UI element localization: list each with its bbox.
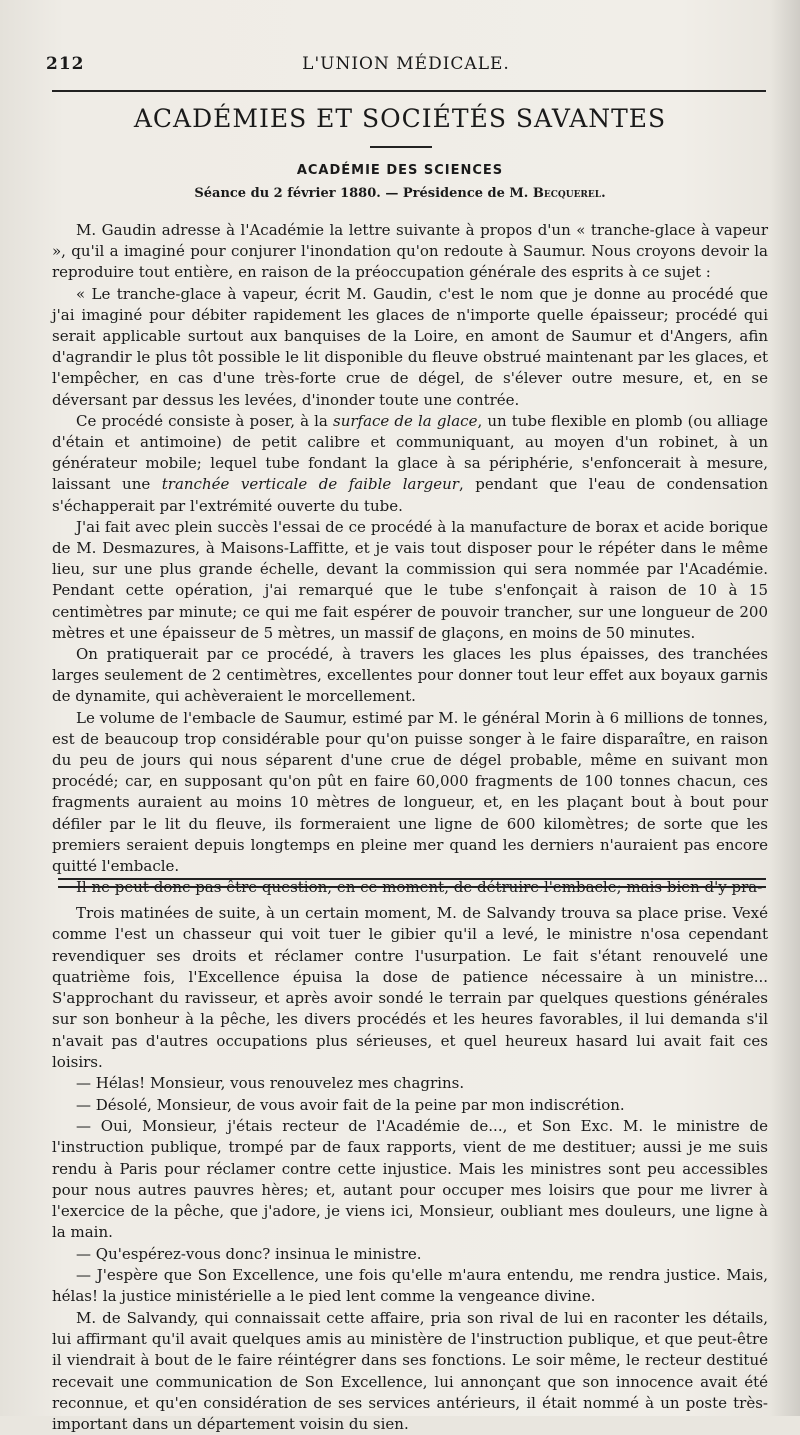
article-paragraph: On pratiquerait par ce procédé, à travers les glaces les plus épaisses, des tranchées larges seulement de 2 centimètres, excellentes pour donner tout leur effet aux boyaux garnis de dynamite, qui achèveraient le morcellement.	[52, 645, 768, 706]
text-run: , un tube flexible en plomb (ou alliage d'étain et antimoine) de petit calibre et communiquant, au moyen d'un robinet, à un générateur mobile; lequel tube fondant la glace à sa périphérie, s'enfoncerait à mesure, laissant une	[52, 411, 768, 494]
page-number: 212	[46, 54, 85, 74]
article-paragraph: M. Gaudin adresse à l'Académie la lettre suivante à propos d'un « tranche-glace à vapeur », qu'il a imaginé pour conjurer l'inondation qu'on redoute à Saumur. Nous croyons devoir la reproduire tout entière, en raison de la préoccupation générale des esprits à ce sujet :	[52, 221, 768, 282]
text-run: , pendant que l'eau de condensation s'échapperait par l'extrémité ouverte du tube.	[52, 475, 768, 515]
feuilleton-paragraph: — J'espère que Son Excellence, une fois qu'elle m'aura entendu, me rendra justice. Mais, hélas! la justice ministérielle a le pied lent comme la vengeance divine.	[52, 1266, 768, 1306]
feuilleton-paragraph: — Désolé, Monsieur, de vous avoir fait de la peine par mon indiscrétion.	[76, 1095, 625, 1114]
feuilleton-paragraph: Trois matinées de suite, à un certain moment, M. de Salvandy trouva sa place prise. Vexé comme l'est un chasseur qui voit tuer le gibier qu'il a levé, le ministre n'osa cependant revendiquer ses droits et réclamer contre l'usurpation. Le fait s'étant renouvelé une quatrième fois, l'Excellence épuisa la dose de patience nécessaire à un ministre... S'approchant du ravisseur, et après avoir sondé le terrain par quelques questions générales sur son bonheur à la pêche, les divers procédés et les heures favorables, il lui demanda s'il n'avait pas d'autres occupations plus sérieuses, et quel heureux hasard lui avait fait ces loisirs.	[52, 904, 768, 1072]
session-president: Becquerel.	[532, 186, 606, 201]
article-paragraph: Il ne peut donc pas être question, en ce moment, de détruire l'embacle; mais bien d'y pra-	[76, 878, 763, 897]
article-paragraph: J'ai fait avec plein succès l'essai de ce procédé à la manufacture de borax et acide borique de M. Desmazures, à Maisons-Laffitte, et je vais tout disposer pour le répéter dans le même lieu, sur une plus grande échelle, devant la commission qui sera nommée par l'Académie. Pendant cette opération, j'ai remarqué que le tube s'enfonçait à raison de 10 à 15 centimètres par minute; ce qui me fait espérer de pouvoir trancher, sur une longueur de 200 mètres et une épaisseur de 5 mètres, un massif de glaçons, en moins de 50 minutes.	[52, 517, 768, 642]
journal-title: L'UNION MÉDICALE.	[302, 54, 510, 74]
session-prefix: Séance du 2 février 1880. — Présidence de M.	[194, 186, 533, 201]
feuilleton-paragraph: — Oui, Monsieur, j'étais recteur de l'Académie de..., et Son Exc. M. le ministre de l'instruction publique, trompé par de faux rapports, vient de me destituer; aussi je me suis rendu à Paris pour réclamer contre cette injustice. Mais les ministres sont peu accessibles pour nous autres pauvres hères; et, autant pour occuper mes loisirs que pour me livrer à l'exercice de la pêche, que j'adore, je viens ici, Monsieur, oubliant mes douleurs, une ligne à la main.	[52, 1116, 768, 1242]
feuilleton-body	[52, 903, 768, 1435]
text-run: Ce procédé consiste à poser, à la	[76, 411, 333, 430]
session-line	[0, 186, 800, 201]
subsection-title: ACADÉMIE DES SCIENCES	[296, 163, 504, 178]
header-rule	[52, 90, 766, 92]
feuilleton-paragraph: — Qu'espérez-vous donc? insinua le ministre.	[76, 1244, 422, 1263]
feuilleton-separator	[58, 878, 766, 888]
feuilleton-paragraph: M. de Salvandy, qui connaissait cette affaire, pria son rival de lui en raconter les détails, lui affirmant qu'il avait quelques amis au ministère de l'instruction publique, et que peut-être il viendrait à bout de le faire réintégrer dans ses fonctions. Le soir même, le recteur destitué recevait une communication de Son Excellence, lui annonçant que son innocence avait été reconnue, et qu'en considération de ses services antérieurs, il était nommé à un poste très-important dans un département voisin du sien.	[52, 1308, 768, 1434]
article-paragraph	[52, 411, 768, 517]
page-edge-shadow	[770, 0, 800, 1416]
title-rule	[370, 146, 432, 148]
article-paragraph: « Le tranche-glace à vapeur, écrit M. Gaudin, c'est le nom que je donne au procédé que j'ai imaginé pour débiter rapidement les glaces de n'importe quelle épaisseur; procédé qui serait applicable surtout aux banquises de la Loire, en amont de Saumur et d'Angers, afin d'agrandir le plus tôt possible le lit disponible du fleuve obstrué maintenant par les glaces, et l'empêcher, en cas d'une très-forte crue de dégel, de s'élever outre mesure, et, en se déversant par dessus les levées, d'inonder toute une contrée.	[52, 284, 768, 409]
article-body	[52, 220, 768, 899]
article-paragraph: Le volume de l'embacle de Saumur, estimé par M. le général Morin à 6 millions de tonnes, est de beaucoup trop considérable pour qu'on puisse songer à le faire disparaître, en raison du peu de jours qui nous séparent d'une crue de dégel probable, même en suivant mon procédé; car, en supposant qu'on pût en faire 60,000 fragments de 100 tonnes chacun, ces fragments auraient au moins 10 mètres de longueur, et, en les plaçant bout à bout pour défiler par le lit du fleuve, ils formeraient une ligne de 600 kilomètres; de sorte que les premiers seraient depuis longtemps en pleine mer quand les derniers n'auraient pas encore quitté l'embacle.	[52, 708, 768, 876]
running-head	[46, 54, 766, 82]
section-title: ACADÉMIES ET SOCIÉTÉS SAVANTES	[133, 104, 667, 133]
italic-run: surface de la glace	[333, 411, 478, 430]
feuilleton-paragraph: — Hélas! Monsieur, vous renouvelez mes chagrins.	[76, 1074, 465, 1093]
italic-run: tranchée verticale de faible largeur	[161, 475, 459, 494]
